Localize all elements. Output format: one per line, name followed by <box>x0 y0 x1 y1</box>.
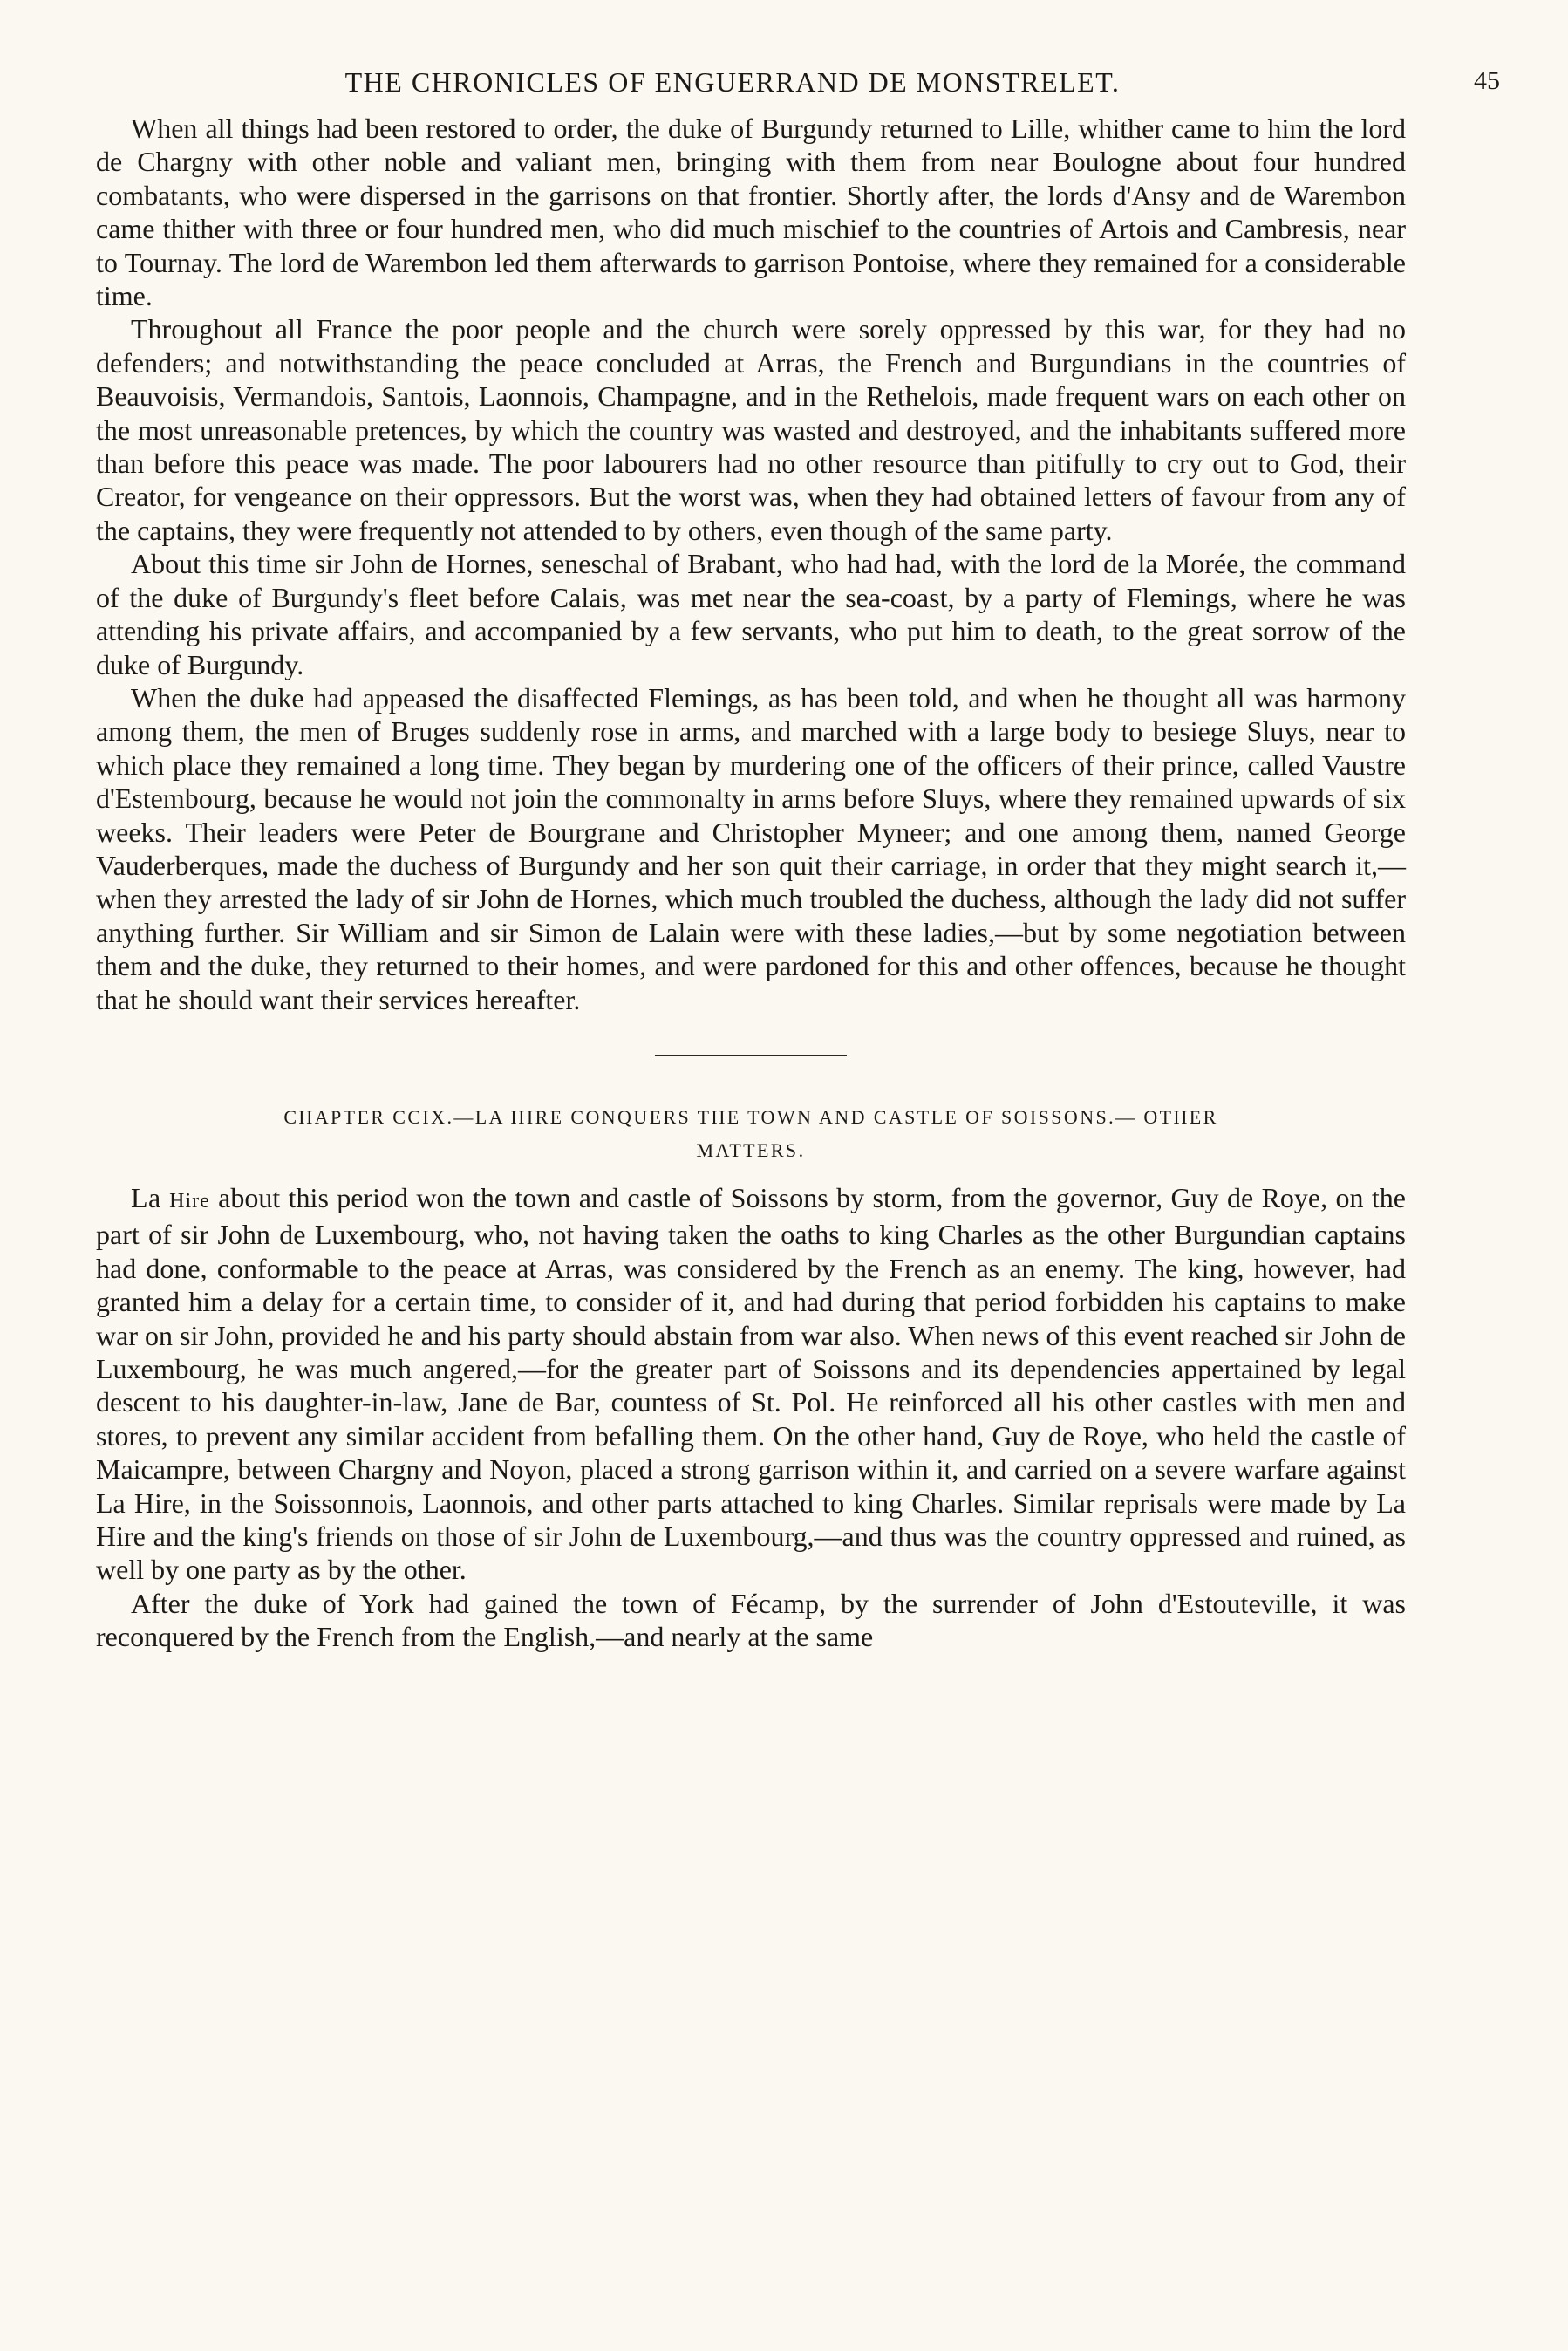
page <box>96 59 1500 1654</box>
body-text <box>96 112 1406 1654</box>
opening-word-2: Hire <box>169 1189 210 1213</box>
paragraph-3: About this time sir John de Hornes, seneschal of Brabant, who had had, with the lord de la Morée, the command of the duke of Burgundy's fleet before Calais, was met near the sea-coast, by a party of Flemings, where he was attending his private affairs, and accompanied by a few servants, who put him to death, to the great sorrow of the duke of Burgundy. <box>96 548 1406 680</box>
chapter-paragraph-2: After the duke of York had gained the town of Fécamp, by the surrender of John d'Estouteville, it was reconquered by the French from the English,—and nearly at the same <box>96 1587 1406 1653</box>
running-head <box>87 59 1500 112</box>
paragraph-4: When the duke had appeased the disaffected Flemings, as has been told, and when he thought all was harmony among them, the men of Bruges suddenly rose in arms, and marched with a large body to besiege Sluys, near to which place they remained a long time. They began by murdering one of the officers of their prince, called Vaustre d'Estembourg, because he would not join the commonalty in arms before Sluys, where they remained upwards of six weeks. Their leaders were Peter de Bourgrane and Christopher Myneer; and one among them, named George Vauderberques, made the duchess of Burgundy and her son quit their carriage, in order that they might search it,—when they arrested the lady of sir John de Hornes, which much troubled the duchess, although the lady did not suffer anything further. Sir William and sir Simon de Lalain were with these ladies,—but by some negotiation between them and the duke, they returned to their homes, and were pardoned for this and other offences, because he thought that he should want their services hereafter. <box>96 681 1406 1015</box>
paragraph-2: Throughout all France the poor people and the church were sorely oppressed by this war, for they had no defenders; and notwithstanding the peace concluded at Arras, the French and Burgundians in the countries of Beauvoisis, Vermandois, Santois, Laonnois, Champagne, and in the Rethelois, made frequent wars on each other on the most unreasonable pretences, by which the country was wasted and destroyed, and the inhabitants suffered more than before this peace was made. The poor labourers had no other resource than pitifully to cry out to God, their Creator, for vengeance on their oppressors. But the worst was, when they had obtained letters of favour from any of the captains, they were frequently not attended to by others, even though of the same party. <box>96 313 1406 546</box>
chapter-paragraph-1 <box>96 1181 1406 1587</box>
page-number: 45 <box>1474 66 1500 95</box>
section-divider <box>655 1055 847 1056</box>
paragraph-1: When all things had been restored to order, the duke of Burgundy returned to Lille, whither came to him the lord de Chargny with other noble and valiant men, bringing with them from near Boulogne about four hundred combatants, who were dispersed in the garrisons on that frontier. Shortly after, the lords d'Ansy and de Warembon came thither with three or four hundred men, who did much mischief to the countries of Artois and Cambresis, near to Tournay. The lord de Warembon led them afterwards to garrison Pontoise, where they remained for a considerable time. <box>96 113 1406 312</box>
chapter-paragraph-1-text: about this period won the town and castle of Soissons by storm, from the governor, Guy de Roye, on the part of sir John de Luxembourg, who, not having taken the oaths to king Charles as the other Burgundian captains had done, conformable to the peace at Arras, was considered by the French as an enemy. The king, however, had granted him a delay for a certain time, to consider of it, and had during that period forbidden his captains to make war on sir John, provided he and his party should abstain from war also. When news of this event reached sir John de Luxembourg, he was much angered,—for the greater part of Soissons and its dependencies appertained by legal descent to his daughter-in-law, Jane de Bar, countess of St. Pol. He reinforced all his other castles with men and stores, to prevent any similar accident from befalling them. On the other hand, Guy de Roye, who held the castle of Maicampre, between Chargny and Noyon, placed a strong garrison within it, and carried on a severe warfare against La Hire, in the Soissonnois, Laonnois, and other parts attached to king Charles. Similar reprisals were made by La Hire and the king's friends on those of sir John de Luxembourg,—and thus was the country oppressed and ruined, as well by one party as by the other. <box>96 1181 1407 1586</box>
chapter-heading-line-1: CHAPTER CCIX.—LA HIRE CONQUERS THE TOWN AND CASTLE OF SOISSONS.— OTHER <box>283 1105 1218 1128</box>
running-title: THE CHRONICLES OF ENGUERRAND DE MONSTRELET. <box>344 66 1121 98</box>
opening-word-1: La <box>131 1181 161 1213</box>
chapter-heading-line-2: MATTERS. <box>696 1138 806 1161</box>
chapter-heading <box>96 1101 1406 1167</box>
